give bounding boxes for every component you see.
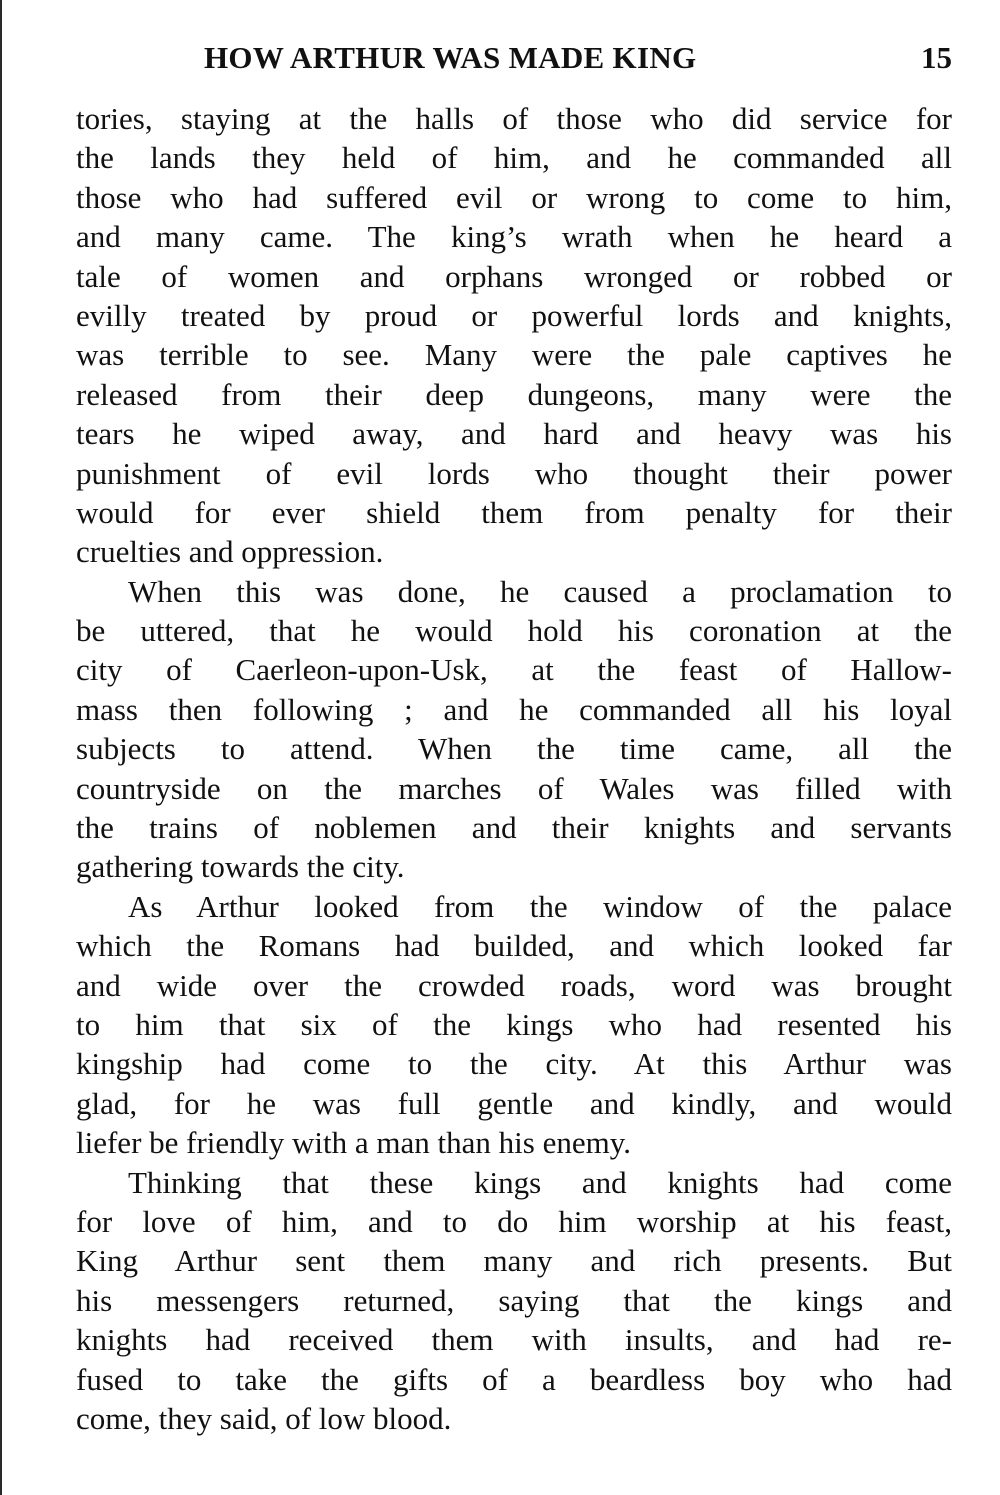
text-line: city of Caerleon-upon-Usk, at the feast of Hallow- <box>76 652 952 688</box>
text-line: the lands they held of him, and he commanded all <box>76 140 952 176</box>
text-line: and wide over the crowded roads, word was brought <box>76 967 952 1003</box>
text-line: cruelties and oppression. <box>76 534 384 570</box>
text-line: for love of him, and to do him worship at his feast, <box>76 1203 952 1239</box>
text-line: tale of women and orphans wronged or robbed or <box>76 258 952 294</box>
running-head <box>76 40 952 80</box>
text-line: punishment of evil lords who thought their power <box>76 455 952 491</box>
running-title: HOW ARTHUR WAS MADE KING <box>204 40 697 75</box>
text-line: kingship had come to the city. At this Arthur was <box>76 1046 952 1082</box>
text-line: tories, staying at the halls of those who did service for <box>76 101 952 136</box>
text-line: gathering towards the city. <box>76 849 405 885</box>
text-line: the trains of noblemen and their knights and servants <box>76 810 952 846</box>
text-line: tears he wiped away, and hard and heavy was his <box>76 416 952 452</box>
text-line: knights had received them with insults, and had re- <box>76 1322 952 1358</box>
text-line: released from their deep dungeons, many were the <box>76 376 952 412</box>
text-line: countryside on the marches of Wales was filled with <box>76 770 952 806</box>
text-line: be uttered, that he would hold his coronation at the <box>76 613 952 649</box>
text-line: liefer be friendly with a man than his enemy. <box>76 1125 631 1161</box>
text-line: those who had suffered evil or wrong to come to him, <box>76 179 952 215</box>
text-line: come, they said, of low blood. <box>76 1400 452 1436</box>
text-line: was terrible to see. Many were the pale captives he <box>76 337 952 373</box>
text-line: fused to take the gifts of a beardless boy who had <box>76 1361 952 1397</box>
page-edge-rule <box>0 0 2 1495</box>
paragraph-start-line: When this was done, he caused a proclamation to <box>128 573 952 609</box>
text-line: subjects to attend. When the time came, all the <box>76 731 952 767</box>
page-number: 15 <box>921 40 952 75</box>
text-line: which the Romans had builded, and which looked far <box>76 928 952 964</box>
text-line: would for ever shield them from penalty for their <box>76 494 952 530</box>
paragraph-start-line: As Arthur looked from the window of the palace <box>128 888 952 924</box>
text-line: to him that six of the kings who had resented his <box>76 1006 952 1042</box>
text-line: mass then following ; and he commanded all his loyal <box>76 691 952 727</box>
body-text <box>76 99 952 1438</box>
text-line: his messengers returned, saying that the kings and <box>76 1282 952 1318</box>
text-line: and many came. The king’s wrath when he heard a <box>76 219 952 255</box>
text-line: evilly treated by proud or powerful lords and knights, <box>76 297 952 333</box>
paragraph-start-line: Thinking that these kings and knights had come <box>128 1164 952 1200</box>
text-line: King Arthur sent them many and rich presents. But <box>76 1243 952 1279</box>
text-line: glad, for he was full gentle and kindly, and would <box>76 1085 952 1121</box>
